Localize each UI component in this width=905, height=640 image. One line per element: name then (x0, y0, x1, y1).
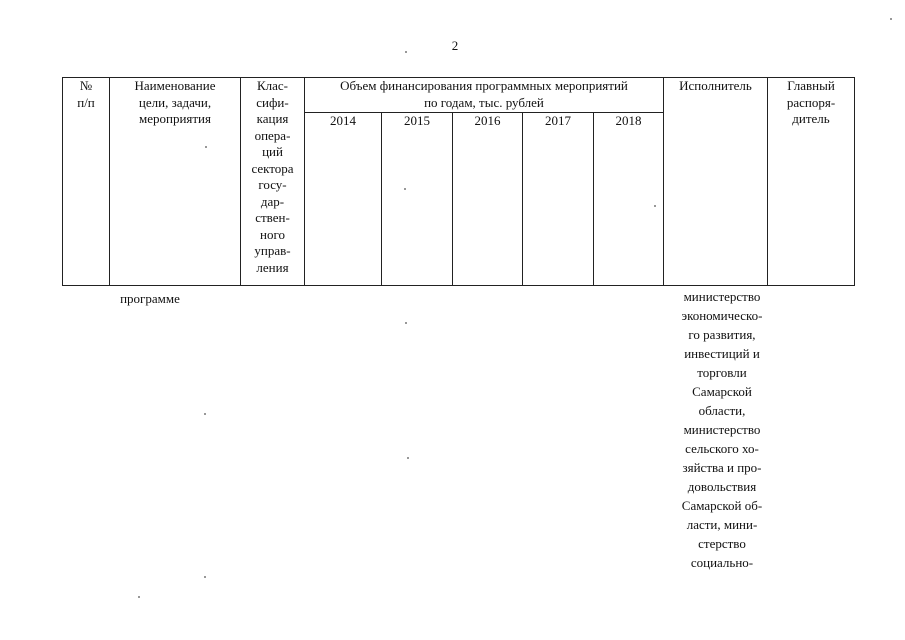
executor-line: довольствия (687, 479, 757, 494)
executor-line: Самарской (692, 384, 752, 399)
year-cell (523, 113, 594, 286)
scan-speck (405, 322, 407, 324)
year-label: 2018 (615, 113, 642, 128)
page-number: 2 (451, 38, 459, 53)
header-manager-line: распоря- (786, 94, 836, 110)
continuation-name-text: программе (120, 291, 180, 306)
header-classification-line: сектора (251, 160, 294, 176)
funding-table (62, 77, 855, 286)
executor-line: стерство (698, 536, 746, 551)
executor-line: министерство (683, 289, 761, 304)
executor-line: Самарской об- (681, 498, 763, 513)
header-classification-line: ствен- (255, 210, 290, 225)
header-classification-line: опера- (254, 127, 291, 143)
year-cell (594, 113, 664, 286)
year-label: 2015 (404, 113, 430, 128)
header-classification-line: управ- (254, 243, 291, 258)
executor-line: зяйства и про- (682, 460, 762, 475)
executor-line: ласти, мини- (686, 517, 758, 532)
year-label: 2016 (474, 113, 501, 128)
header-number-cell (63, 78, 110, 286)
header-name-cell (110, 78, 241, 286)
scan-speck (890, 18, 892, 20)
year-cell (453, 113, 523, 286)
year-label: 2017 (545, 113, 571, 128)
executor-line: сельского хо- (685, 441, 759, 456)
executor-line: области, (698, 403, 746, 418)
header-manager-cell (768, 78, 855, 286)
executor-line: торговли (697, 365, 747, 380)
header-executor-cell (664, 78, 768, 286)
header-number-line: п/п (77, 94, 95, 110)
scan-speck (204, 413, 206, 415)
scan-speck (404, 188, 406, 190)
header-classification-cell (241, 78, 305, 286)
header-classification-line: ций (262, 144, 283, 159)
scan-speck (204, 576, 206, 578)
header-classification-line: сифи- (256, 94, 289, 110)
header-classification-line: ного (260, 226, 285, 242)
executor-line: инвестиций и (684, 346, 760, 361)
header-manager-line: Главный (787, 78, 835, 93)
year-cell (382, 113, 453, 286)
scan-speck (205, 146, 207, 148)
scan-speck (138, 596, 140, 598)
executor-line: экономическо- (681, 308, 763, 323)
header-classification-line: ления (256, 259, 289, 275)
header-funding-line: по годам, тыс. рублей (424, 94, 544, 110)
header-name-line: Наименование (134, 78, 216, 93)
header-number-line: № (79, 78, 93, 93)
year-cell (305, 113, 382, 286)
header-classification-line: кация (256, 111, 289, 126)
scan-speck (405, 51, 407, 53)
continuation-executor-text (662, 287, 782, 572)
scan-speck (654, 205, 656, 207)
scan-speck (407, 457, 409, 459)
header-name-line: цели, задачи, (138, 94, 212, 110)
header-executor-label: Исполнитель (679, 78, 752, 93)
header-funding-cell (305, 78, 664, 113)
year-label: 2014 (330, 113, 356, 128)
executor-line: министерство (683, 422, 761, 437)
header-classification-line: госу- (258, 177, 287, 192)
header-classification-line: Клас- (256, 78, 289, 93)
executor-line: социально- (690, 555, 754, 570)
header-classification-line: дар- (260, 193, 285, 209)
header-manager-line: дитель (792, 111, 830, 126)
header-funding-line: Объем финансирования программных мероприятий (340, 78, 628, 93)
executor-line: го развития, (688, 327, 756, 342)
header-name-line: мероприятия (138, 111, 211, 126)
